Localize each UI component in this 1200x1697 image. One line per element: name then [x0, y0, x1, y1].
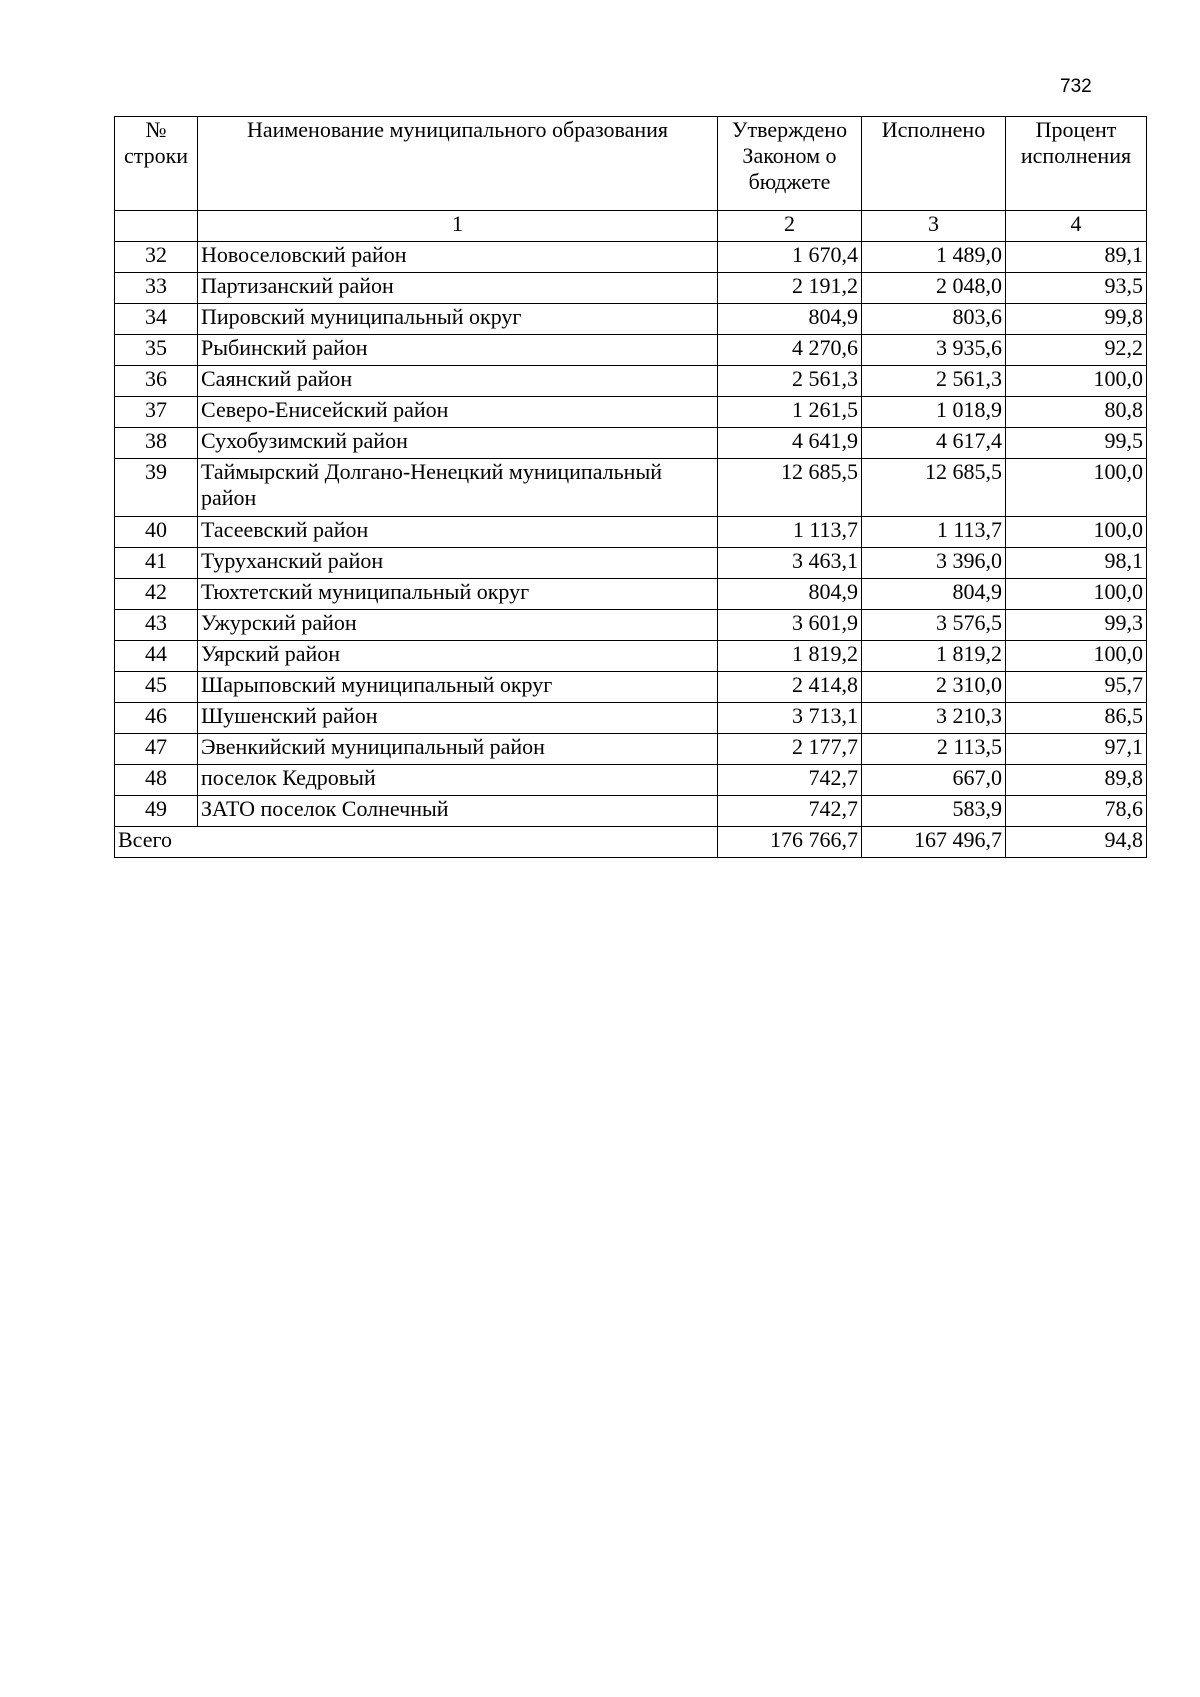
header-row-number	[115, 117, 198, 211]
approved-value: 4 641,9	[718, 428, 862, 459]
header-percent-line1: Процент	[1035, 117, 1117, 142]
percent-value: 93,5	[1006, 273, 1147, 304]
percent-value: 100,0	[1006, 366, 1147, 397]
table-row	[115, 796, 1147, 827]
percent-value: 97,1	[1006, 734, 1147, 765]
table-row	[115, 765, 1147, 796]
percent-value: 100,0	[1006, 641, 1147, 672]
executed-value: 3 396,0	[862, 548, 1006, 579]
total-label: Всего	[115, 827, 718, 858]
percent-value: 100,0	[1006, 517, 1147, 548]
municipality-name: Пировский муниципальный округ	[198, 304, 718, 335]
approved-value: 2 561,3	[718, 366, 862, 397]
row-number: 48	[115, 765, 198, 796]
executed-value: 3 210,3	[862, 703, 1006, 734]
approved-value: 3 601,9	[718, 610, 862, 641]
municipality-name: Туруханский район	[198, 548, 718, 579]
municipality-name: Партизанский район	[198, 273, 718, 304]
header-approved-line2: Законом о	[742, 143, 837, 168]
municipality-name: Ужурский район	[198, 610, 718, 641]
total-approved-value: 176 766,7	[718, 827, 862, 858]
header-approved	[718, 117, 862, 211]
row-number: 47	[115, 734, 198, 765]
municipality-name: Северо-Енисейский район	[198, 397, 718, 428]
executed-value: 803,6	[862, 304, 1006, 335]
page-number: 732	[1060, 76, 1092, 97]
column-number-3: 3	[862, 211, 1006, 242]
approved-value: 2 191,2	[718, 273, 862, 304]
approved-value: 1 670,4	[718, 242, 862, 273]
executed-value: 1 018,9	[862, 397, 1006, 428]
approved-value: 1 113,7	[718, 517, 862, 548]
executed-value: 804,9	[862, 579, 1006, 610]
column-number-row	[115, 211, 1147, 242]
percent-value: 99,8	[1006, 304, 1147, 335]
municipality-name: Рыбинский район	[198, 335, 718, 366]
table-row	[115, 641, 1147, 672]
percent-value: 89,1	[1006, 242, 1147, 273]
percent-value: 92,2	[1006, 335, 1147, 366]
total-percent-value: 94,8	[1006, 827, 1147, 858]
percent-value: 80,8	[1006, 397, 1147, 428]
row-number: 42	[115, 579, 198, 610]
header-no-line1: №	[145, 117, 167, 142]
row-number: 43	[115, 610, 198, 641]
municipality-name: Саянский район	[198, 366, 718, 397]
percent-value: 98,1	[1006, 548, 1147, 579]
row-number: 49	[115, 796, 198, 827]
table-row	[115, 428, 1147, 459]
approved-value: 1 261,5	[718, 397, 862, 428]
header-percent	[1006, 117, 1147, 211]
column-number-4: 4	[1006, 211, 1147, 242]
executed-value: 1 489,0	[862, 242, 1006, 273]
table-row	[115, 366, 1147, 397]
header-percent-line2: исполнения	[1020, 143, 1132, 168]
percent-value: 99,5	[1006, 428, 1147, 459]
column-number-1: 1	[198, 211, 718, 242]
row-number: 37	[115, 397, 198, 428]
approved-value: 4 270,6	[718, 335, 862, 366]
executed-value: 12 685,5	[862, 459, 1006, 517]
percent-value: 95,7	[1006, 672, 1147, 703]
municipality-name: ЗАТО поселок Солнечный	[198, 796, 718, 827]
percent-value: 100,0	[1006, 459, 1147, 517]
approved-value: 2 177,7	[718, 734, 862, 765]
row-number: 41	[115, 548, 198, 579]
municipality-name: Тасеевский район	[198, 517, 718, 548]
header-row	[115, 117, 1147, 211]
table-row	[115, 304, 1147, 335]
approved-value: 2 414,8	[718, 672, 862, 703]
table-row	[115, 703, 1147, 734]
approved-value: 742,7	[718, 765, 862, 796]
executed-value: 1 113,7	[862, 517, 1006, 548]
percent-value: 89,8	[1006, 765, 1147, 796]
table-row	[115, 242, 1147, 273]
row-number: 44	[115, 641, 198, 672]
total-executed-value: 167 496,7	[862, 827, 1006, 858]
approved-value: 12 685,5	[718, 459, 862, 517]
approved-value: 804,9	[718, 579, 862, 610]
table-row	[115, 397, 1147, 428]
executed-value: 2 048,0	[862, 273, 1006, 304]
executed-value: 2 561,3	[862, 366, 1006, 397]
executed-value: 1 819,2	[862, 641, 1006, 672]
percent-value: 78,6	[1006, 796, 1147, 827]
municipality-name: Шушенский район	[198, 703, 718, 734]
table-row	[115, 517, 1147, 548]
row-number: 33	[115, 273, 198, 304]
table-row	[115, 459, 1147, 517]
municipality-name: Эвенкийский муниципальный район	[198, 734, 718, 765]
percent-value: 100,0	[1006, 579, 1147, 610]
budget-execution-table	[114, 116, 1147, 858]
table-row	[115, 579, 1147, 610]
percent-value: 86,5	[1006, 703, 1147, 734]
municipality-name: Шарыповский муниципальный округ	[198, 672, 718, 703]
total-row	[115, 827, 1147, 858]
row-number: 35	[115, 335, 198, 366]
row-number: 46	[115, 703, 198, 734]
row-number: 40	[115, 517, 198, 548]
table-row	[115, 672, 1147, 703]
municipality-name: поселок Кедровый	[198, 765, 718, 796]
executed-value: 4 617,4	[862, 428, 1006, 459]
row-number: 34	[115, 304, 198, 335]
table-row	[115, 273, 1147, 304]
executed-value: 3 935,6	[862, 335, 1006, 366]
municipality-name: Таймырский Долгано-Ненецкий муниципальный район	[198, 459, 718, 517]
approved-value: 742,7	[718, 796, 862, 827]
header-approved-line3: бюджете	[748, 169, 831, 194]
municipality-name: Уярский район	[198, 641, 718, 672]
approved-value: 804,9	[718, 304, 862, 335]
executed-value: 3 576,5	[862, 610, 1006, 641]
municipality-name: Новоселовский район	[198, 242, 718, 273]
row-number: 36	[115, 366, 198, 397]
column-number-empty	[115, 211, 198, 242]
approved-value: 3 463,1	[718, 548, 862, 579]
header-municipality-name: Наименование муниципального образования	[198, 117, 718, 211]
executed-value: 2 310,0	[862, 672, 1006, 703]
municipality-name: Тюхтетский муниципальный округ	[198, 579, 718, 610]
executed-value: 667,0	[862, 765, 1006, 796]
executed-value: 2 113,5	[862, 734, 1006, 765]
table-row	[115, 734, 1147, 765]
approved-value: 3 713,1	[718, 703, 862, 734]
header-approved-line1: Утверждено	[731, 117, 848, 142]
header-no-line2: строки	[123, 143, 189, 168]
approved-value: 1 819,2	[718, 641, 862, 672]
row-number: 39	[115, 459, 198, 517]
header-executed: Исполнено	[862, 117, 1006, 211]
row-number: 32	[115, 242, 198, 273]
executed-value: 583,9	[862, 796, 1006, 827]
row-number: 38	[115, 428, 198, 459]
row-number: 45	[115, 672, 198, 703]
table-row	[115, 610, 1147, 641]
table-row	[115, 335, 1147, 366]
municipality-name: Сухобузимский район	[198, 428, 718, 459]
percent-value: 99,3	[1006, 610, 1147, 641]
column-number-2: 2	[718, 211, 862, 242]
table-row	[115, 548, 1147, 579]
